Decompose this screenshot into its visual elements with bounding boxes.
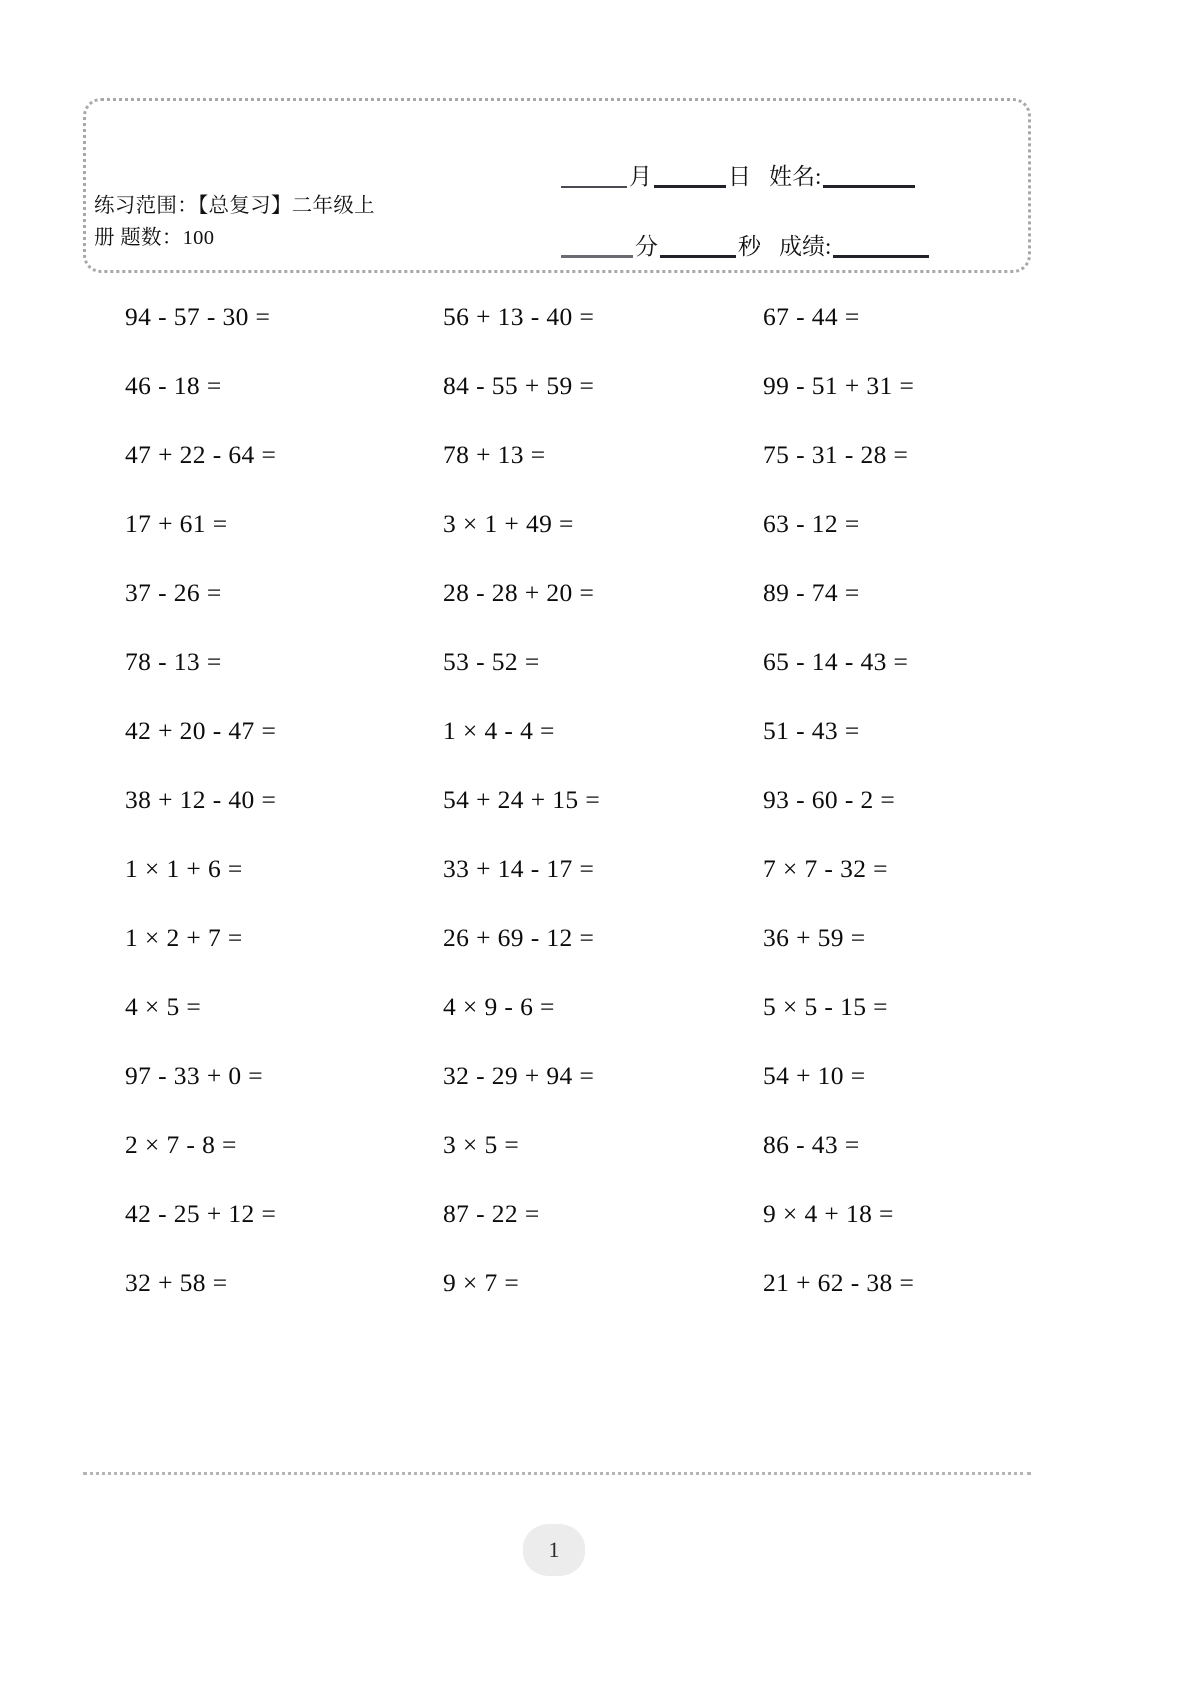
problem-item: 33 + 14 - 17 = (443, 853, 595, 883)
problem-item: 42 + 20 - 47 = (125, 715, 277, 745)
problem-item: 75 - 31 - 28 = (763, 439, 909, 469)
score-label: 成绩: (779, 234, 832, 259)
problem-item: 47 + 22 - 64 = (125, 439, 277, 469)
problem-item: 93 - 60 - 2 = (763, 784, 896, 814)
footer-divider (83, 1472, 1031, 1475)
problem-item: 84 - 55 + 59 = (443, 370, 595, 400)
problem-item: 37 - 26 = (125, 577, 222, 607)
minute-blank[interactable] (561, 233, 633, 258)
student-fields (560, 140, 1010, 258)
problem-item: 3 × 5 = (443, 1129, 520, 1159)
problem-item: 5 × 5 - 15 = (763, 991, 888, 1021)
day-label: 日 (728, 164, 751, 189)
date-name-row (560, 140, 1010, 188)
month-blank[interactable] (561, 164, 627, 188)
problem-item: 53 - 52 = (443, 646, 540, 676)
problem-item: 65 - 14 - 43 = (763, 646, 909, 676)
practice-scope-line-2: 册 题数：100 (94, 227, 215, 249)
name-blank[interactable] (823, 163, 915, 188)
page-number-badge: 1 (523, 1524, 585, 1576)
problem-item: 4 × 5 = (125, 991, 202, 1021)
minute-label: 分 (635, 234, 658, 259)
problem-item: 4 × 9 - 6 = (443, 991, 555, 1021)
problem-item: 99 - 51 + 31 = (763, 370, 915, 400)
score-blank[interactable] (833, 233, 929, 258)
problem-item: 21 + 62 - 38 = (763, 1267, 915, 1297)
problem-item: 67 - 44 = (763, 301, 860, 331)
problem-item: 78 - 13 = (125, 646, 222, 676)
problem-item: 3 × 1 + 49 = (443, 508, 574, 538)
problem-item: 32 + 58 = (125, 1267, 228, 1297)
time-score-row (560, 210, 1010, 258)
practice-scope-block (94, 190, 454, 254)
second-blank[interactable] (660, 233, 736, 258)
problem-item: 78 + 13 = (443, 439, 546, 469)
problem-item: 51 - 43 = (763, 715, 860, 745)
problem-item: 2 × 7 - 8 = (125, 1129, 237, 1159)
problem-item: 63 - 12 = (763, 508, 860, 538)
problem-item: 1 × 1 + 6 = (125, 853, 243, 883)
problem-item: 46 - 18 = (125, 370, 222, 400)
problem-item: 56 + 13 - 40 = (443, 301, 595, 331)
problem-item: 26 + 69 - 12 = (443, 922, 595, 952)
problem-item: 94 - 57 - 30 = (125, 301, 271, 331)
month-label: 月 (629, 164, 652, 189)
problem-item: 86 - 43 = (763, 1129, 860, 1159)
problem-item: 32 - 29 + 94 = (443, 1060, 595, 1090)
problem-item: 17 + 61 = (125, 508, 228, 538)
problem-item: 54 + 10 = (763, 1060, 866, 1090)
day-blank[interactable] (654, 163, 726, 188)
problem-item: 1 × 4 - 4 = (443, 715, 555, 745)
problem-item: 28 - 28 + 20 = (443, 577, 595, 607)
problem-item: 1 × 2 + 7 = (125, 922, 243, 952)
practice-scope-line-1: 练习范围：【总复习】二年级上 (94, 195, 375, 217)
problem-item: 42 - 25 + 12 = (125, 1198, 277, 1228)
problems-grid (83, 282, 1031, 1387)
problem-item: 97 - 33 + 0 = (125, 1060, 264, 1090)
problem-item: 36 + 59 = (763, 922, 866, 952)
name-label: 姓名: (769, 164, 822, 189)
problem-item: 54 + 24 + 15 = (443, 784, 601, 814)
problem-item: 87 - 22 = (443, 1198, 540, 1228)
problem-item: 9 × 7 = (443, 1267, 520, 1297)
problem-item: 9 × 4 + 18 = (763, 1198, 894, 1228)
second-label: 秒 (738, 234, 761, 259)
problem-item: 38 + 12 - 40 = (125, 784, 277, 814)
problem-item: 7 × 7 - 32 = (763, 853, 888, 883)
problem-item: 89 - 74 = (763, 577, 860, 607)
